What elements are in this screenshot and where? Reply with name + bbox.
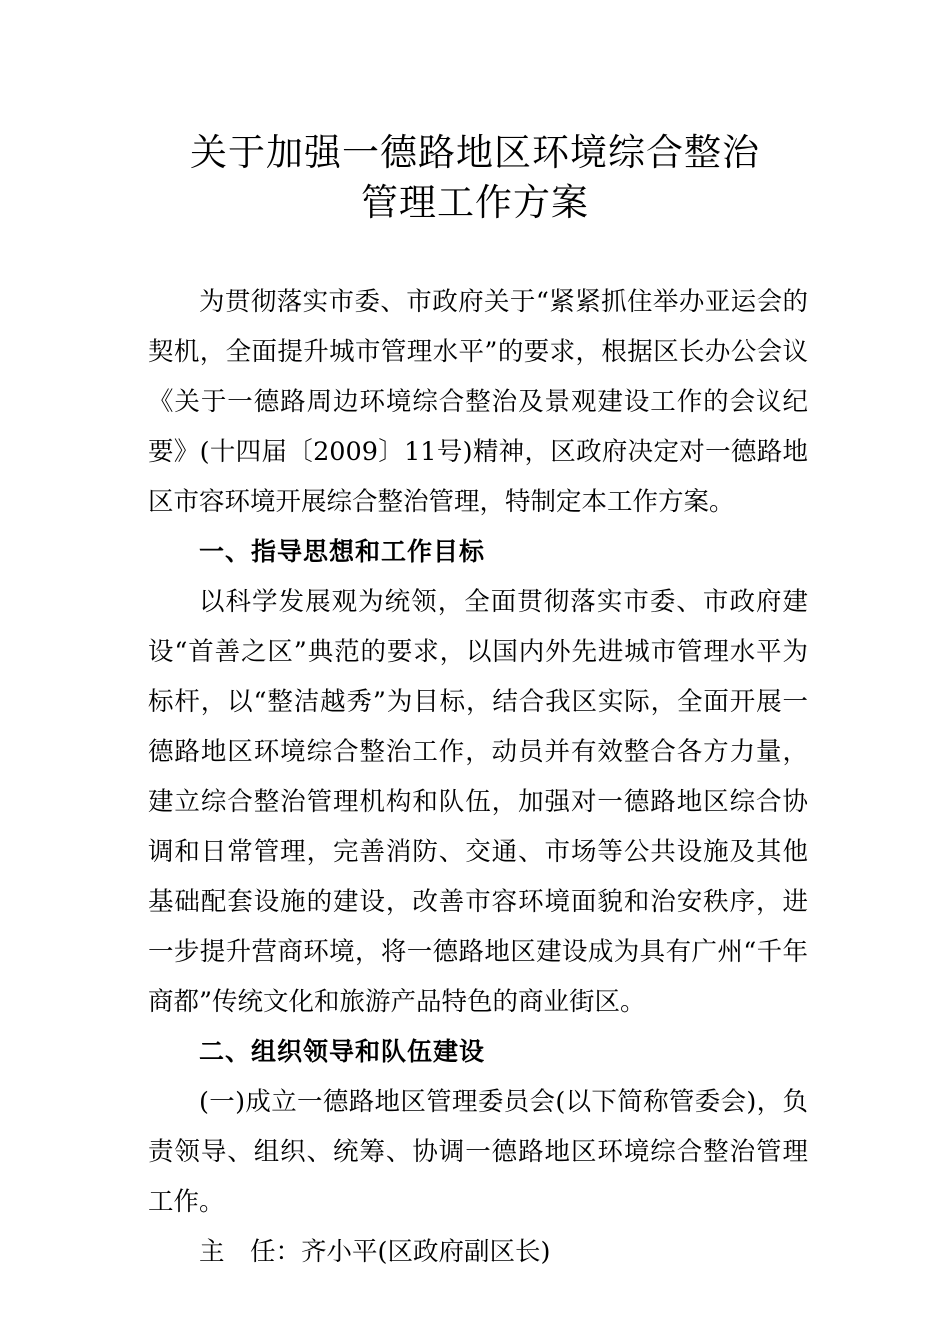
section-2-paragraph: (一)成立一德路地区管理委员会(以下简称管委会)，负责领导、组织、统筹、协调一德路地区环境综合整治管理工作。	[148, 1087, 808, 1217]
section-1-paragraph: 以科学发展观为统领，全面贯彻落实市委、市政府建设“首善之区”典范的要求，以国内外先进城市管理水平为标杆，以“整洁越秀”为目标，结合我区实际，全面开展一德路地区环境综合整治工作，动员并有效整合各方力量，建立综合整治管理机构和队伍，加强对一德路地区综合协调和日常管理，完善消防、交通、市场等公共设施及其他基础配套设施的建设，改善市容环境面貌和治安秩序，进一步提升营商环境，将一德路地区建设成为具有广州“千年商都”传统文化和旅游产品特色的商业街区。	[148, 587, 808, 1017]
document-title-line-2: 管理工作方案	[361, 181, 589, 224]
section-heading-1: 一、指导思想和工作目标	[199, 537, 486, 566]
director-line: 主 任：齐小平(区政府副区长)	[199, 1237, 551, 1267]
intro-paragraph: 为贯彻落实市委、市政府关于“紧紧抓住举办亚运会的契机，全面提升城市管理水平”的要求，根据区长办公会议《关于一德路周边环境综合整治及景观建设工作的会议纪要》(十四届〔2009〕11号)精神，区政府决定对一德路地区市容环境开展综合整治管理，特制定本工作方案。	[148, 287, 808, 517]
document-title-line-1: 关于加强一德路地区环境综合整治	[190, 131, 760, 174]
section-heading-2: 二、组织领导和队伍建设	[199, 1037, 486, 1066]
document-body	[148, 277, 808, 1277]
